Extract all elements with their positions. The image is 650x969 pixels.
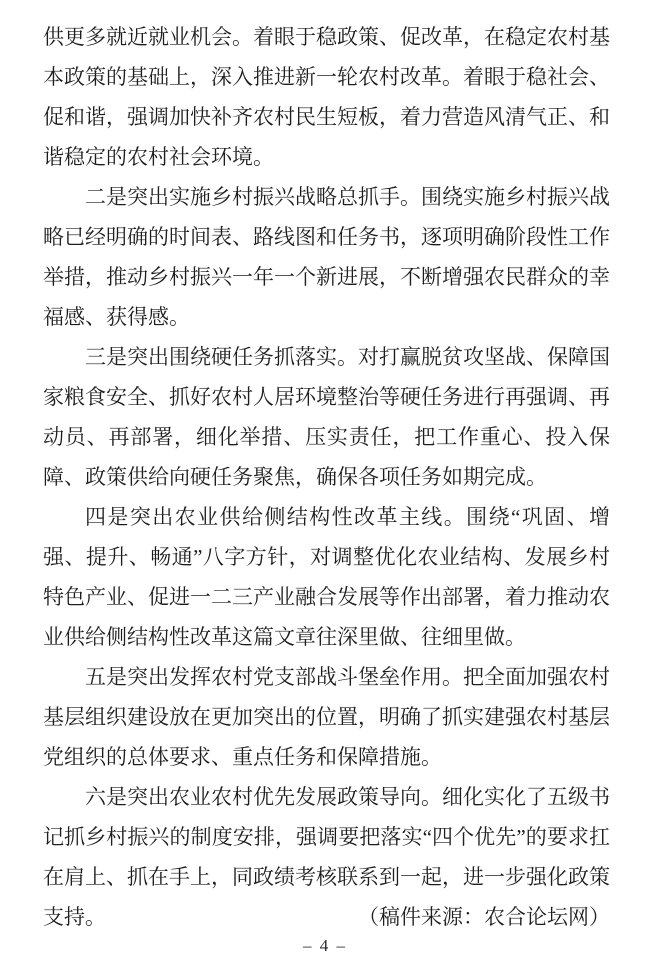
paragraph: 六是突出农业农村优先发展政策导向。细化实化了五级书记抓乡村振兴的制度安排，强调要把落实“四个优先”的要求扛在肩上、抓在手上，同政绩考核联系到一起，进一步强化政策支持。 （稿件来源：农合论坛网） (43, 777, 610, 937)
paragraph: 三是突出围绕硬任务抓落实。对打赢脱贫攻坚战、保障国家粮食安全、抓好农村人居环境整治等硬任务进行再强调、再动员、再部署，细化举措、压实责任，把工作重心、投入保障、政策供给向硬任务聚焦，确保各项任务如期完成。 (43, 345, 610, 489)
page-number: – 4 – (303, 936, 347, 955)
paragraph: 供更多就近就业机会。着眼于稳政策、促改革，在稳定农村基本政策的基础上，深入推进新一轮农村改革。着眼于稳社会、促和谐，强调加快补齐农村民生短板，着力营造风清气正、和谐稳定的农村社会环境。 (43, 25, 610, 169)
paragraph: 四是突出农业供给侧结构性改革主线。围绕“巩固、增强、提升、畅通”八字方针，对调整优化农业结构、发展乡村特色产业、促进一二三产业融合发展等作出部署，着力推动农业供给侧结构性改革这篇文章往深里做、往细里做。 (43, 505, 610, 649)
paragraph: 二是突出实施乡村振兴战略总抓手。围绕实施乡村振兴战略已经明确的时间表、路线图和任务书，逐项明确阶段性工作举措，推动乡村振兴一年一个新进展，不断增强农民群众的幸福感、获得感。 (43, 185, 610, 329)
page-footer (0, 936, 650, 956)
source-attribution: （稿件来源：农合论坛网） (358, 905, 610, 929)
paragraph: 五是突出发挥农村党支部战斗堡垒作用。把全面加强农村基层组织建设放在更加突出的位置，明确了抓实建强农村基层党组织的总体要求、重点任务和保障措施。 (43, 665, 610, 769)
document-body (43, 17, 610, 937)
